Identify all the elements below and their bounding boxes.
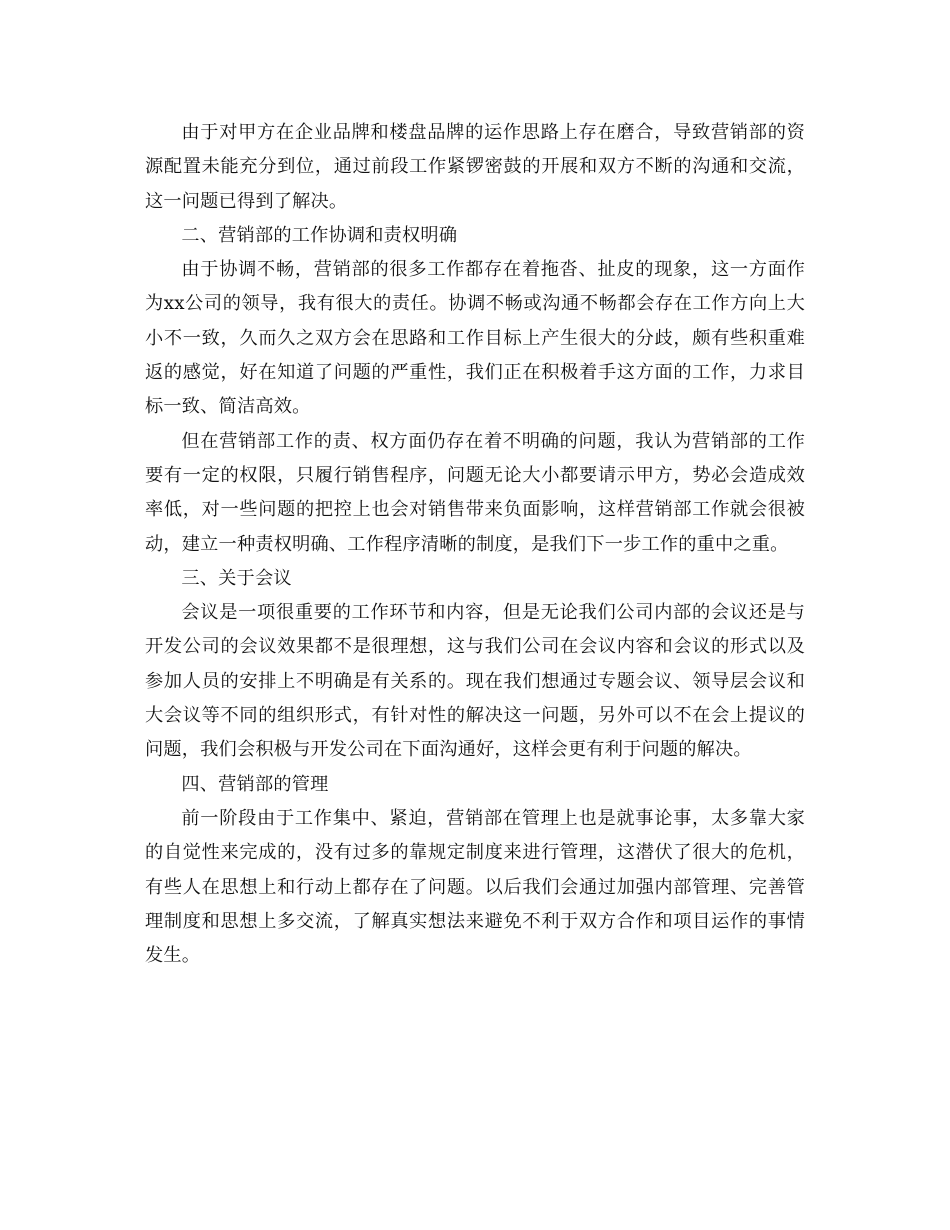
document-body — [145, 116, 805, 973]
paragraph-management: 前一阶段由于工作集中、紧迫，营销部在管理上也是就事论事，太多靠大家的自觉性来完成的，没有过多的靠规定制度来进行管理，这潜伏了很大的危机，有些人在思想上和行动上都存在了问题。以后我们会通过加强内部管理、完善管理制度和思想上多交流，了解真实想法来避免不利于双方合作和项目运作的事情发生。 — [145, 807, 805, 967]
section-heading-meetings: 三、关于会议 — [181, 567, 292, 589]
paragraph-responsibility-authority: 但在营销部工作的责、权方面仍存在着不明确的问题，我认为营销部的工作要有一定的权限，只履行销售程序，问题无论大小都要请示甲方，势必会造成效率低，对一些问题的把控上也会对销售带来负面影响，这样营销部工作就会很被动，建立一种责权明确、工作程序清晰的制度，是我们下一步工作的重中之重。 — [145, 430, 805, 555]
paragraph-meetings: 会议是一项很重要的工作环节和内容，但是无论我们公司内部的会议还是与开发公司的会议效果都不是很理想，这与我们公司在会议内容和会议的形式以及参加人员的安排上不明确是有关系的。现在我们想通过专题会议、领导层会议和大会议等不同的组织形式，有针对性的解决这一问题，另外可以不在会上提议的问题，我们会积极与开发公司在下面沟通好，这样会更有利于问题的解决。 — [145, 602, 805, 761]
section-heading-management: 四、营销部的管理 — [181, 773, 329, 795]
paragraph-coordination-issues: 由于协调不畅，营销部的很多工作都存在着拖沓、扯皮的现象，这一方面作为xx公司的领导，我有很大的责任。协调不畅或沟通不畅都会存在工作方向上大小不一致，久而久之双方会在思路和工作目标上产生很大的分歧，颇有些积重难返的感觉，好在知道了问题的严重性，我们正在积极着手这方面的工作，力求目标一致、简洁高效。 — [145, 259, 805, 418]
section-heading-coordination: 二、营销部的工作协调和责权明确 — [181, 224, 458, 246]
paragraph-resource-allocation: 由于对甲方在企业品牌和楼盘品牌的运作思路上存在磨合，导致营销部的资源配置未能充分到位，通过前段工作紧锣密鼓的开展和双方不断的沟通和交流，这一问题已得到了解决。 — [145, 122, 805, 212]
